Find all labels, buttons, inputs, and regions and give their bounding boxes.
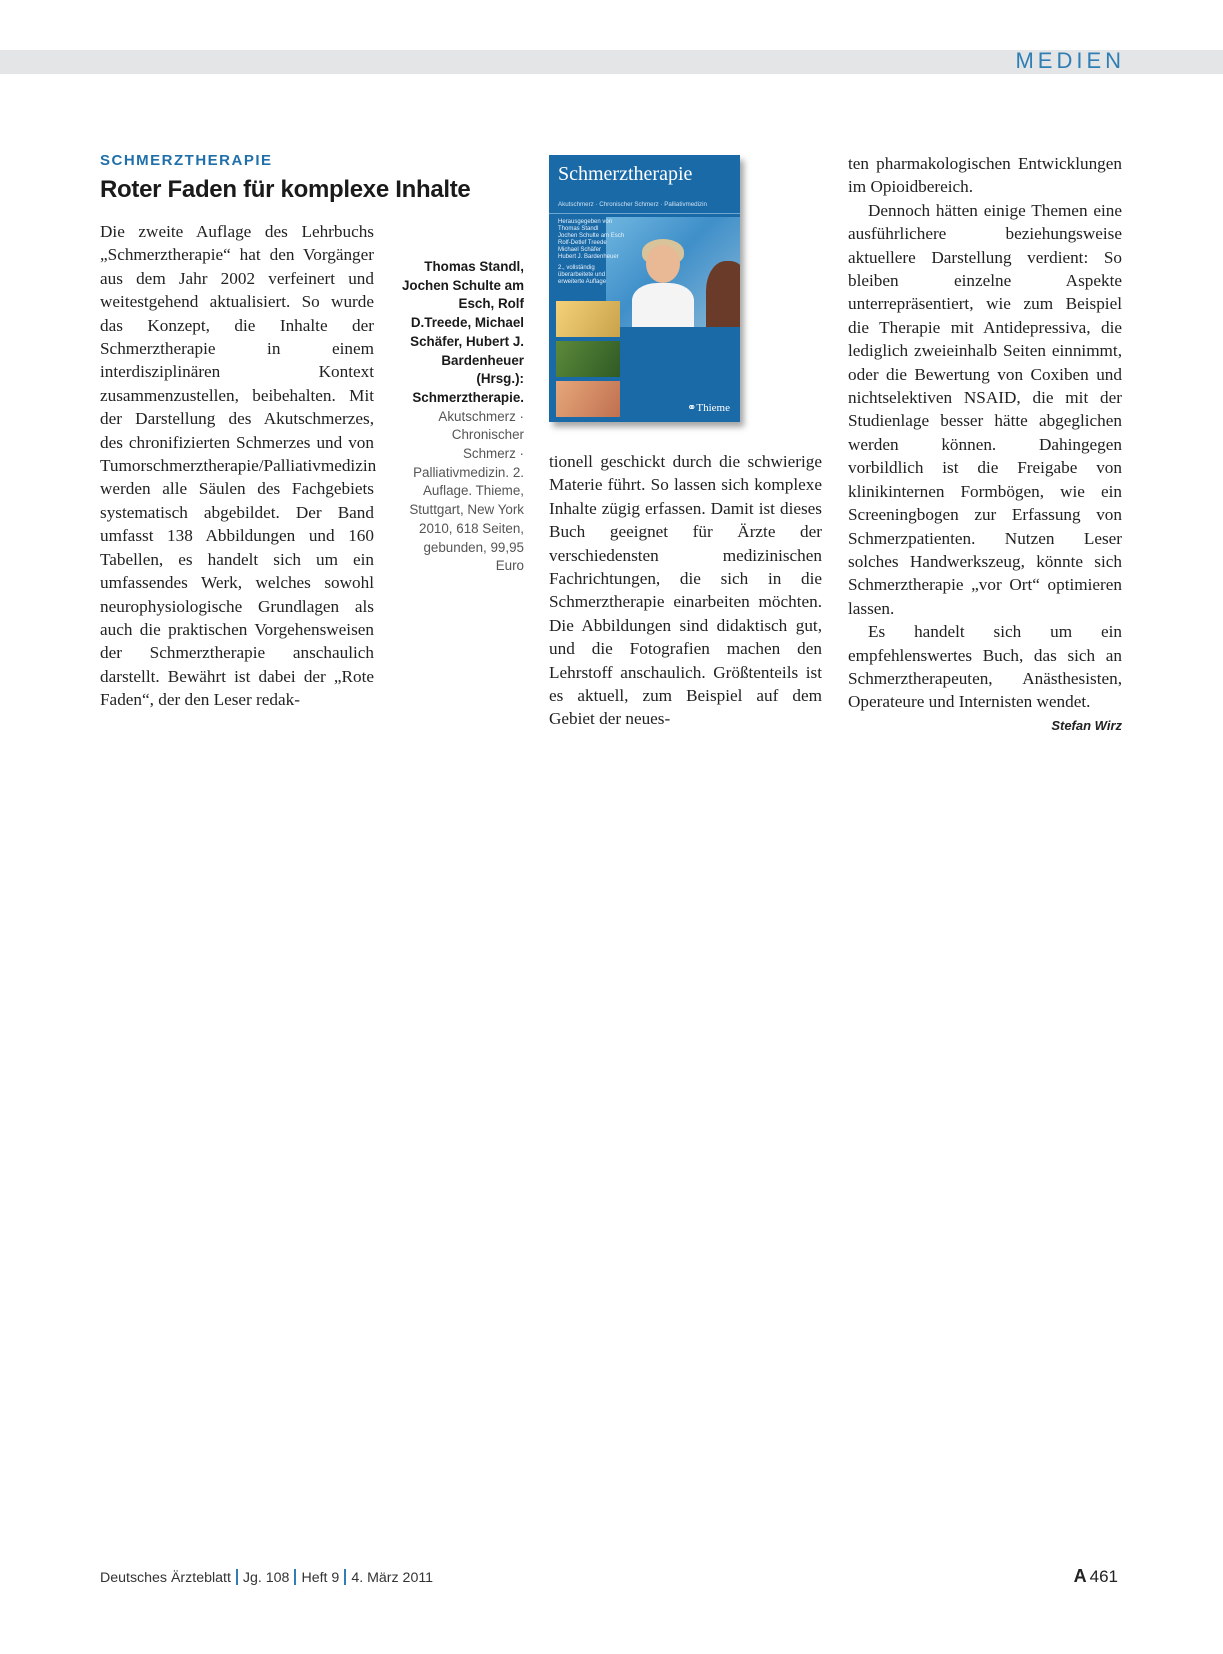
photo-doctor-face xyxy=(646,245,680,283)
photo-patient xyxy=(706,261,740,327)
body-paragraph: Die zweite Auflage des Lehrbuchs „Schmerztherapie“ hat den Vorgänger aus dem Jahr 2002 verfeinert und weitestgehend aktualisiert. So wurde das Konzept, die Inhalte der Schmerztherapie in einem interdisziplinären Kontext zusammenzustellen, beibehalten. Mit der Darstellung des Akutschmerzes, des chronifizierten Schmerzes und von Tumorschmerztherapie/Palliativmedizin werden alle Säulen des Fachgebiets systematisch abgebildet. Der Band umfasst 138 Abbildungen und 160 Tabellen, es handelt sich um ein umfassendes Werk, welches sowohl neurophysiologische Grundlagen als auch die praktischen Vorgehensweisen der Schmerztherapie anschaulich darstellt. Bewährt ist dabei der „Rote Faden“, der den Leser redak- xyxy=(100,222,377,710)
page-number-value: 461 xyxy=(1089,1567,1118,1586)
book-cover-publisher-logo: ⚭Thieme xyxy=(687,402,730,414)
footer-date: 4. März 2011 xyxy=(351,1570,434,1586)
article-kicker: SCHMERZTHERAPIE xyxy=(100,152,273,169)
cover-thumb-skin xyxy=(556,381,620,417)
book-cover-thumbnails xyxy=(549,295,625,422)
footer-citation xyxy=(100,1569,433,1586)
footer-volume: Jg. 108 xyxy=(242,1570,290,1586)
page-number xyxy=(1074,1566,1118,1587)
section-label: MEDIEN xyxy=(1015,48,1125,73)
page-prefix: A xyxy=(1073,1566,1087,1586)
body-paragraph: Dennoch hätten einige Themen eine ausführlichere beziehungsweise aktuellere Darstellung verdient: So bleiben einzelne Aspekte unterrepräsentiert, wie zum Beispiel die Therapie mit Antidepressiva, die lediglich zweieinhalb Seiten einnimmt, oder die Bewertung von Coxiben und nichtselektiven NSAID, die mit der Studienlage besser hätte abgeglichen werden können. Dahingegen vorbildlich ist die Freigabe von klinikinternen Formbögen, wie ein Screeningbogen zur Erfassung von Schmerzpatienten. Nutzen Leser solches Handwerkszeug, könnte sich Schmerztherapie „vor Ort“ optimieren lassen. xyxy=(848,200,1122,618)
book-cover-photo xyxy=(606,217,740,327)
footer-separator xyxy=(344,1569,346,1585)
book-cover-title: Schmerztherapie xyxy=(558,163,693,185)
footer-separator xyxy=(236,1569,238,1585)
book-cover-editors: Herausgegeben von Thomas Standl Jochen Schulte am Esch Rolf-Detlef Treede Michael Schäfer Hubert J. Bardenheuer 2., vollständig überarbeitete und erweiterte Auflage xyxy=(558,219,625,285)
book-cover-image xyxy=(549,155,740,422)
cover-thumb-plants xyxy=(556,341,620,377)
body-paragraph: ten pharmakologischen Entwicklungen im Opioidbereich. xyxy=(848,154,1122,197)
article-column-2 xyxy=(549,450,822,731)
body-paragraph: Es handelt sich um ein empfehlenswertes Buch, das sich an Schmerztherapeuten, Anästhesisten, Operateure und Internisten wendet. Stefan Wirz xyxy=(848,620,1122,714)
book-caption-bibliography: Thomas Standl, Jochen Schulte am Esch, Rolf D.Treede, Michael Schäfer, Hubert J. Bardenheuer (Hrsg.): Schmerztherapie. xyxy=(401,259,524,405)
article-author: Stefan Wirz xyxy=(1051,717,1122,733)
footer-journal: Deutsches Ärzteblatt xyxy=(100,1570,231,1586)
photo-doctor-body xyxy=(632,283,694,327)
article-column-1 xyxy=(100,220,377,712)
book-cover-subtitle: Akutschmerz · Chronischer Schmerz · Palliativmedizin xyxy=(558,201,707,208)
body-paragraph: tionell geschickt durch die schwierige Materie führt. So lassen sich komplexe Inhalte zügig erfassen. Damit ist dieses Buch geeignet für Ärzte der verschiedensten medizinischen Fachrichtungen, die sich in die Schmerztherapie einarbeiten möchten. Die Abbildungen sind didaktisch gut, und die Fotografien machen den Lehrstoff anschaulich. Größtenteils ist es aktuell, zum Beispiel auf dem Gebiet der neues- xyxy=(549,452,822,729)
book-caption xyxy=(396,258,524,576)
cover-thumb-hand xyxy=(556,301,620,337)
footer-separator xyxy=(294,1569,296,1585)
footer-issue: Heft 9 xyxy=(301,1570,340,1586)
book-cover-divider xyxy=(549,213,740,214)
book-caption-details: Akutschmerz · Chronischer Schmerz · Palliativmedizin. 2. Auflage. Thieme, Stuttgart, New York 2010, 618 Seiten, gebunden, 99,95 Euro xyxy=(409,408,524,574)
article-column-3 xyxy=(848,152,1122,737)
article-headline: Roter Faden für komplexe Inhalte xyxy=(100,176,471,203)
